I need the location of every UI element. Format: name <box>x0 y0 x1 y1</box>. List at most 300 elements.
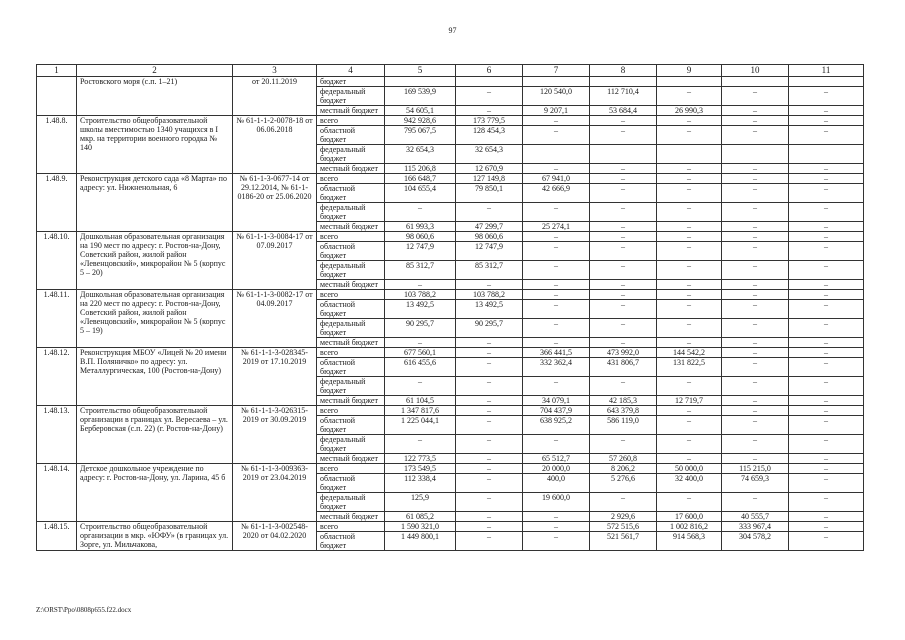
amount-cell: – <box>657 261 722 280</box>
amount-cell: – <box>523 435 590 454</box>
amount-cell: – <box>657 280 722 290</box>
table-row <box>37 290 864 300</box>
amount-cell: – <box>523 280 590 290</box>
table-row <box>37 406 864 416</box>
amount-cell: 586 119,0 <box>590 416 657 435</box>
amount-cell: – <box>789 406 864 416</box>
funding-source: всего <box>317 464 385 474</box>
page-number: 97 <box>448 26 457 35</box>
column-header: 6 <box>456 65 523 77</box>
amount-cell: 26 990,3 <box>657 106 722 116</box>
amount-cell: 65 512,7 <box>523 454 590 464</box>
amount-cell: 17 600,0 <box>657 512 722 522</box>
amount-cell: – <box>385 280 456 290</box>
item-number: 1.48.13. <box>37 406 77 464</box>
amount-cell: – <box>789 348 864 358</box>
amount-cell: 32 400,0 <box>657 474 722 493</box>
amount-cell: – <box>590 222 657 232</box>
amount-cell: – <box>789 464 864 474</box>
amount-cell: – <box>789 174 864 184</box>
amount-cell: – <box>523 126 590 145</box>
object-name: Детское дошкольное учреждение по адресу: г. Ростов-на-Дону, ул. Ларина, 45 б <box>77 464 233 522</box>
amount-cell: – <box>722 184 789 203</box>
table-row <box>37 232 864 242</box>
document-reference: № 61-1-1-3-028345-2019 от 17.10.2019 <box>233 348 317 406</box>
amount-cell: – <box>789 116 864 126</box>
amount-cell: 54 605,1 <box>385 106 456 116</box>
amount-cell: – <box>722 261 789 280</box>
amount-cell: 103 788,2 <box>456 290 523 300</box>
amount-cell: 32 654,3 <box>385 145 456 164</box>
amount-cell: – <box>657 493 722 512</box>
amount-cell: – <box>590 280 657 290</box>
amount-cell: – <box>456 338 523 348</box>
amount-cell: – <box>523 261 590 280</box>
amount-cell: 1 347 817,6 <box>385 406 456 416</box>
amount-cell <box>523 77 590 87</box>
amount-cell: – <box>722 435 789 454</box>
amount-cell: 34 079,1 <box>523 396 590 406</box>
amount-cell: – <box>789 242 864 261</box>
amount-cell: – <box>523 116 590 126</box>
object-name: Реконструкция детского сада «8 Марта» по адресу: ул. Нижненольная, 6 <box>77 174 233 232</box>
amount-cell: – <box>657 184 722 203</box>
amount-cell: – <box>657 116 722 126</box>
amount-cell: 677 560,1 <box>385 348 456 358</box>
amount-cell: – <box>523 164 590 174</box>
amount-cell: – <box>657 164 722 174</box>
amount-cell: – <box>523 319 590 338</box>
amount-cell: 98 060,6 <box>385 232 456 242</box>
amount-cell: – <box>722 319 789 338</box>
amount-cell: – <box>523 512 590 522</box>
amount-cell: 12 747,9 <box>385 242 456 261</box>
amount-cell: – <box>657 300 722 319</box>
amount-cell: 40 555,7 <box>722 512 789 522</box>
amount-cell: 42 185,3 <box>590 396 657 406</box>
amount-cell: – <box>722 493 789 512</box>
funding-source: областной бюджет <box>317 242 385 261</box>
item-number: 1.48.8. <box>37 116 77 174</box>
funding-source: местный бюджет <box>317 338 385 348</box>
amount-cell: – <box>523 300 590 319</box>
amount-cell: – <box>456 512 523 522</box>
column-header: 9 <box>657 65 722 77</box>
amount-cell: – <box>722 280 789 290</box>
document-reference: № 61-1-1-3-009363-2019 от 23.04.2019 <box>233 464 317 522</box>
amount-cell: – <box>722 242 789 261</box>
amount-cell: 2 929,6 <box>590 512 657 522</box>
document-reference: № 61-1-1-3-026315-2019 от 30.09.2019 <box>233 406 317 464</box>
item-number: 1.48.10. <box>37 232 77 290</box>
amount-cell: – <box>657 203 722 222</box>
amount-cell: – <box>456 416 523 435</box>
funding-source: областной бюджет <box>317 532 385 551</box>
amount-cell: 50 000,0 <box>657 464 722 474</box>
amount-cell: 332 362,4 <box>523 358 590 377</box>
amount-cell: – <box>722 126 789 145</box>
amount-cell: – <box>657 87 722 106</box>
amount-cell: – <box>789 416 864 435</box>
funding-source: местный бюджет <box>317 396 385 406</box>
document-reference: № 61-1-1-3-002548-2020 от 04.02.2020 <box>233 522 317 551</box>
amount-cell: – <box>590 242 657 261</box>
amount-cell: – <box>789 106 864 116</box>
amount-cell <box>657 145 722 164</box>
amount-cell: 173 549,5 <box>385 464 456 474</box>
amount-cell: 12 747,9 <box>456 242 523 261</box>
funding-source: федеральный бюджет <box>317 377 385 396</box>
amount-cell: – <box>590 164 657 174</box>
amount-cell: – <box>590 300 657 319</box>
amount-cell: – <box>590 319 657 338</box>
amount-cell: 53 684,4 <box>590 106 657 116</box>
amount-cell <box>590 77 657 87</box>
column-header: 10 <box>722 65 789 77</box>
amount-cell: – <box>657 290 722 300</box>
amount-cell: – <box>722 358 789 377</box>
document-reference: № 61-1-3-0677-14 от 29.12.2014, № 61-1-0186-20 от 25.06.2020 <box>233 174 317 232</box>
amount-cell: – <box>590 126 657 145</box>
amount-cell: 304 578,2 <box>722 532 789 551</box>
amount-cell: – <box>590 493 657 512</box>
amount-cell: – <box>789 522 864 532</box>
item-number: 1.48.15. <box>37 522 77 551</box>
amount-cell: – <box>456 106 523 116</box>
funding-source: местный бюджет <box>317 512 385 522</box>
item-number: 1.48.14. <box>37 464 77 522</box>
funding-source: всего <box>317 522 385 532</box>
amount-cell: – <box>722 87 789 106</box>
amount-cell: – <box>523 522 590 532</box>
amount-cell: – <box>657 232 722 242</box>
amount-cell: – <box>789 280 864 290</box>
amount-cell: – <box>789 474 864 493</box>
funding-source: федеральный бюджет <box>317 145 385 164</box>
amount-cell: – <box>789 164 864 174</box>
amount-cell: 166 648,7 <box>385 174 456 184</box>
funding-source: местный бюджет <box>317 164 385 174</box>
amount-cell: 572 515,6 <box>590 522 657 532</box>
amount-cell: 125,9 <box>385 493 456 512</box>
amount-cell <box>789 77 864 87</box>
funding-source: областной бюджет <box>317 126 385 145</box>
amount-cell: 5 276,6 <box>590 474 657 493</box>
amount-cell: 12 670,9 <box>456 164 523 174</box>
amount-cell: – <box>456 454 523 464</box>
amount-cell: 112 338,4 <box>385 474 456 493</box>
amount-cell: 521 561,7 <box>590 532 657 551</box>
amount-cell: – <box>722 290 789 300</box>
amount-cell: – <box>657 435 722 454</box>
amount-cell: – <box>657 319 722 338</box>
amount-cell: – <box>722 222 789 232</box>
amount-cell: 173 779,5 <box>456 116 523 126</box>
funding-source: местный бюджет <box>317 280 385 290</box>
amount-cell: 74 659,3 <box>722 474 789 493</box>
table-row <box>37 77 864 87</box>
amount-cell: – <box>456 280 523 290</box>
amount-cell: – <box>456 358 523 377</box>
funding-source: федеральный бюджет <box>317 319 385 338</box>
amount-cell: – <box>789 261 864 280</box>
document-reference: № 61-1-1-3-0084-17 от 07.09.2017 <box>233 232 317 290</box>
amount-cell: 12 719,7 <box>657 396 722 406</box>
item-number: 1.48.9. <box>37 174 77 232</box>
amount-cell: – <box>385 338 456 348</box>
document-reference: от 20.11.2019 <box>233 77 317 116</box>
amount-cell: – <box>657 338 722 348</box>
funding-source: областной бюджет <box>317 184 385 203</box>
amount-cell: – <box>590 290 657 300</box>
amount-cell: – <box>456 377 523 396</box>
amount-cell: – <box>789 222 864 232</box>
column-header: 1 <box>37 65 77 77</box>
amount-cell: – <box>722 164 789 174</box>
amount-cell: – <box>456 493 523 512</box>
amount-cell: – <box>590 232 657 242</box>
amount-cell: – <box>722 174 789 184</box>
amount-cell: 616 455,6 <box>385 358 456 377</box>
amount-cell: – <box>523 290 590 300</box>
amount-cell: 57 260,8 <box>590 454 657 464</box>
funding-source: федеральный бюджет <box>317 203 385 222</box>
amount-cell: 473 992,0 <box>590 348 657 358</box>
funding-source: областной бюджет <box>317 300 385 319</box>
amount-cell: 90 295,7 <box>456 319 523 338</box>
amount-cell: – <box>789 87 864 106</box>
footer-file-path: Z:\ORST\Ppo\0808p655.f22.docx <box>36 606 132 614</box>
budget-table <box>36 64 864 551</box>
amount-cell: – <box>789 377 864 396</box>
amount-cell: 79 850,1 <box>456 184 523 203</box>
amount-cell: 67 941,0 <box>523 174 590 184</box>
amount-cell: – <box>590 377 657 396</box>
amount-cell: – <box>789 435 864 454</box>
amount-cell: – <box>722 338 789 348</box>
amount-cell: – <box>789 319 864 338</box>
funding-source: федеральный бюджет <box>317 435 385 454</box>
amount-cell: 1 225 044,1 <box>385 416 456 435</box>
amount-cell: 127 149,8 <box>456 174 523 184</box>
amount-cell: – <box>789 396 864 406</box>
amount-cell: – <box>789 203 864 222</box>
amount-cell: 103 788,2 <box>385 290 456 300</box>
amount-cell: 20 000,0 <box>523 464 590 474</box>
amount-cell: 704 437,9 <box>523 406 590 416</box>
amount-cell: 61 104,5 <box>385 396 456 406</box>
funding-source: федеральный бюджет <box>317 493 385 512</box>
amount-cell: – <box>456 348 523 358</box>
table-row <box>37 174 864 184</box>
amount-cell: – <box>590 203 657 222</box>
amount-cell <box>789 145 864 164</box>
amount-cell: 104 655,4 <box>385 184 456 203</box>
amount-cell: – <box>789 532 864 551</box>
amount-cell <box>523 145 590 164</box>
amount-cell: – <box>657 377 722 396</box>
amount-cell: – <box>722 454 789 464</box>
amount-cell: 13 492,5 <box>456 300 523 319</box>
column-header: 5 <box>385 65 456 77</box>
object-name: Реконструкция МБОУ «Лицей № 20 имени В.П. Поляничко» по адресу: ул. Металлургическая, 100 (Ростов-на-Дону) <box>77 348 233 406</box>
funding-source: местный бюджет <box>317 222 385 232</box>
amount-cell: – <box>590 116 657 126</box>
amount-cell: 1 590 321,0 <box>385 522 456 532</box>
amount-cell: 47 299,7 <box>456 222 523 232</box>
column-header: 4 <box>317 65 385 77</box>
amount-cell: 122 773,5 <box>385 454 456 464</box>
amount-cell: – <box>657 126 722 145</box>
amount-cell: – <box>789 493 864 512</box>
amount-cell: – <box>657 454 722 464</box>
amount-cell: – <box>789 126 864 145</box>
amount-cell: 1 449 800,1 <box>385 532 456 551</box>
amount-cell: – <box>456 522 523 532</box>
amount-cell: – <box>722 406 789 416</box>
object-name: Ростовского моря (с.п. 1–21) <box>77 77 233 116</box>
object-name: Строительство общеобразовательной организации в границах ул. Вересаева – ул. Берберовская (с.п. 22) (г. Ростов-на-Дону) <box>77 406 233 464</box>
amount-cell: – <box>722 203 789 222</box>
table-row <box>37 116 864 126</box>
amount-cell: – <box>590 184 657 203</box>
amount-cell: 1 002 816,2 <box>657 522 722 532</box>
amount-cell: 115 206,8 <box>385 164 456 174</box>
amount-cell: 19 600,0 <box>523 493 590 512</box>
amount-cell: 333 967,4 <box>722 522 789 532</box>
amount-cell: – <box>523 242 590 261</box>
funding-source: федеральный бюджет <box>317 87 385 106</box>
amount-cell: 120 540,0 <box>523 87 590 106</box>
funding-source: бюджет <box>317 77 385 87</box>
funding-source: всего <box>317 406 385 416</box>
amount-cell: – <box>385 435 456 454</box>
funding-source: всего <box>317 232 385 242</box>
amount-cell: 914 568,3 <box>657 532 722 551</box>
amount-cell: – <box>722 232 789 242</box>
amount-cell: 144 542,2 <box>657 348 722 358</box>
table-row <box>37 464 864 474</box>
amount-cell: – <box>789 232 864 242</box>
amount-cell: – <box>789 338 864 348</box>
amount-cell: – <box>523 338 590 348</box>
amount-cell: – <box>657 222 722 232</box>
amount-cell: 9 207,1 <box>523 106 590 116</box>
amount-cell: 128 454,3 <box>456 126 523 145</box>
amount-cell: 61 085,2 <box>385 512 456 522</box>
funding-source: всего <box>317 290 385 300</box>
amount-cell <box>456 77 523 87</box>
amount-cell: – <box>722 106 789 116</box>
amount-cell: – <box>456 406 523 416</box>
amount-cell: – <box>456 464 523 474</box>
amount-cell: 431 806,7 <box>590 358 657 377</box>
funding-source: областной бюджет <box>317 474 385 493</box>
amount-cell: – <box>590 261 657 280</box>
object-name: Дошкольная образовательная организация на 190 мест по адресу: г. Ростов-на-Дону, Советский район, жилой район «Левенцовский», микрорайон № 5 (корпус 5 – 20) <box>77 232 233 290</box>
amount-cell: – <box>657 406 722 416</box>
amount-cell: – <box>523 532 590 551</box>
amount-cell: – <box>456 203 523 222</box>
amount-cell: – <box>789 290 864 300</box>
amount-cell: – <box>722 116 789 126</box>
object-name: Строительство общеобразовательной организации в мкр. «ЮФУ» (в границах ул. Зорге, ул. Мильчакова, <box>77 522 233 551</box>
amount-cell: – <box>456 474 523 493</box>
amount-cell: – <box>456 532 523 551</box>
amount-cell: 795 067,5 <box>385 126 456 145</box>
amount-cell <box>722 77 789 87</box>
amount-cell <box>590 145 657 164</box>
funding-source: областной бюджет <box>317 358 385 377</box>
amount-cell: 90 295,7 <box>385 319 456 338</box>
amount-cell: 112 710,4 <box>590 87 657 106</box>
amount-cell: – <box>657 174 722 184</box>
amount-cell: – <box>722 300 789 319</box>
amount-cell: 85 312,7 <box>385 261 456 280</box>
amount-cell: 400,0 <box>523 474 590 493</box>
amount-cell: 8 206,2 <box>590 464 657 474</box>
funding-source: областной бюджет <box>317 416 385 435</box>
document-reference: № 61-1-1-3-0082-17 от 04.09.2017 <box>233 290 317 348</box>
amount-cell: – <box>722 377 789 396</box>
document-reference: № 61-1-1-2-0078-18 от 06.06.2018 <box>233 116 317 174</box>
amount-cell: – <box>657 242 722 261</box>
column-header: 11 <box>789 65 864 77</box>
amount-cell: – <box>590 338 657 348</box>
amount-cell: 643 379,8 <box>590 406 657 416</box>
amount-cell: – <box>456 435 523 454</box>
amount-cell: – <box>590 174 657 184</box>
amount-cell: – <box>789 358 864 377</box>
amount-cell: 98 060,6 <box>456 232 523 242</box>
amount-cell: 32 654,3 <box>456 145 523 164</box>
header-row <box>37 65 864 77</box>
amount-cell: – <box>722 348 789 358</box>
amount-cell: – <box>590 435 657 454</box>
amount-cell: 25 274,1 <box>523 222 590 232</box>
item-number: 1.48.11. <box>37 290 77 348</box>
amount-cell <box>657 77 722 87</box>
column-header: 8 <box>590 65 657 77</box>
amount-cell: 115 215,0 <box>722 464 789 474</box>
amount-cell <box>722 145 789 164</box>
funding-source: местный бюджет <box>317 454 385 464</box>
column-header: 2 <box>77 65 233 77</box>
amount-cell: – <box>789 300 864 319</box>
funding-source: всего <box>317 174 385 184</box>
amount-cell: – <box>789 184 864 203</box>
amount-cell: – <box>722 396 789 406</box>
amount-cell: 366 441,5 <box>523 348 590 358</box>
column-header: 3 <box>233 65 317 77</box>
amount-cell: 638 925,2 <box>523 416 590 435</box>
funding-source: всего <box>317 348 385 358</box>
amount-cell: – <box>523 232 590 242</box>
amount-cell: – <box>523 203 590 222</box>
amount-cell: – <box>657 416 722 435</box>
amount-cell: – <box>722 416 789 435</box>
amount-cell: 13 492,5 <box>385 300 456 319</box>
amount-cell: 42 666,9 <box>523 184 590 203</box>
funding-source: федеральный бюджет <box>317 261 385 280</box>
object-name: Строительство общеобразовательной школы вместимостью 1340 учащихся в I мкр. на территории военного городка № 140 <box>77 116 233 174</box>
amount-cell: – <box>789 454 864 464</box>
funding-source: всего <box>317 116 385 126</box>
amount-cell <box>385 77 456 87</box>
amount-cell: – <box>456 87 523 106</box>
amount-cell: – <box>385 377 456 396</box>
funding-source: местный бюджет <box>317 106 385 116</box>
